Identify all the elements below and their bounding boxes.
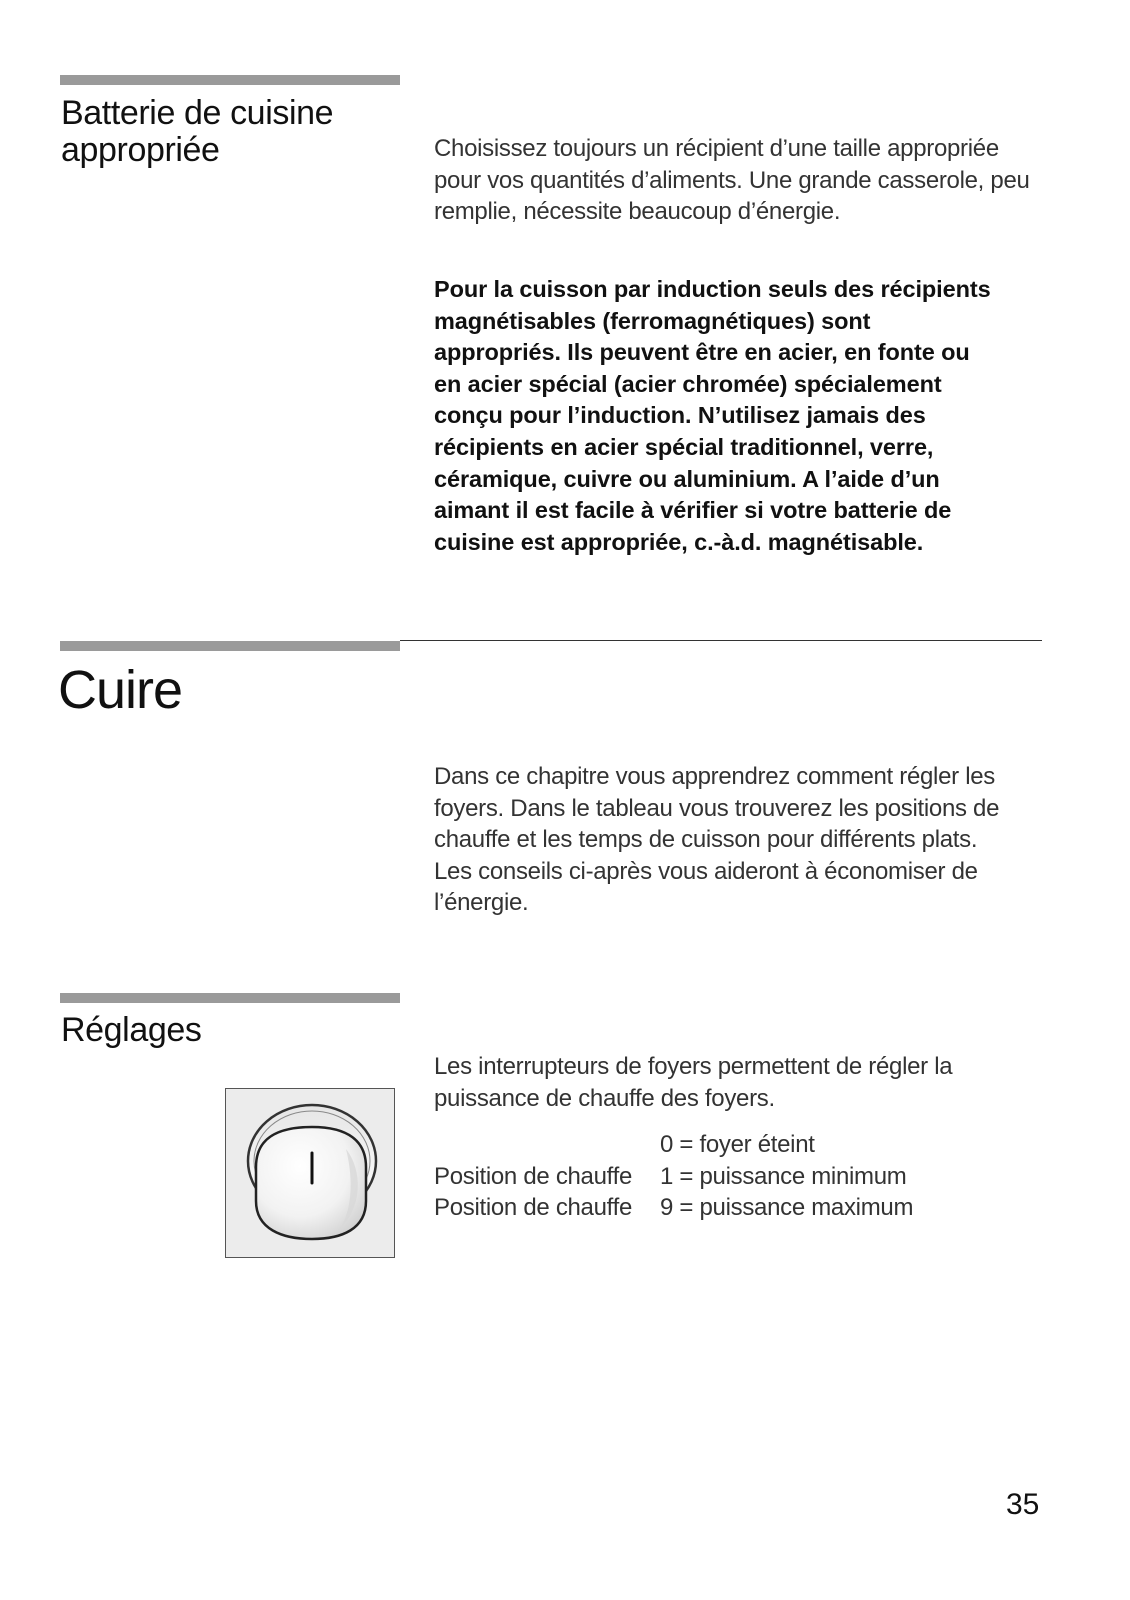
heat-setting-label [434,1129,660,1161]
heat-setting-value: 0 = foyer éteint [660,1131,815,1158]
warning-line: magnétisables (ferromagnétiques) sont [434,307,871,334]
warning-line: récipients en acier spécial traditionnel, verre, [434,433,934,460]
warning-line: en acier spécial (acier chromée) spécialement [434,370,942,397]
cookware-paragraph: Choisissez toujours un récipient d’une taille appropriée pour vos quantités d’aliments. Une grande casserole, peu remplie, nécessite beaucoup d’énergie. [434,135,1030,226]
heat-setting-value: 9 = puissance maximum [660,1194,914,1222]
section-divider-cookware [60,75,400,85]
paragraph-line: Dans ce chapitre vous apprendrez comment régler les [434,763,995,790]
heat-setting-label: Position de chauffe [434,1162,633,1190]
warning-line: céramique, cuivre ou aluminium. A l’aide d’un [434,465,940,492]
paragraph-line: foyers. Dans le tableau vous trouverez les positions de [434,794,1000,822]
paragraph-line: chauffe et les temps de cuisson pour différents plats. [434,826,978,854]
heat-setting-row [434,1192,913,1224]
heat-setting-label: Position de chauffe [434,1194,633,1222]
heat-setting-row [434,1161,913,1193]
control-knob-illustration [225,1088,395,1258]
chapter-title-cuire: Cuire [58,660,183,720]
warning-line: cuisine est appropriée, c.-à.d. magnétisable. [434,528,924,555]
paragraph-line: l’énergie. [434,889,529,917]
warning-line: Pour la cuisson par induction seuls des récipients [434,276,991,302]
control-knob-icon [226,1089,393,1256]
warning-line: conçu pour l’induction. N’utilisez jamais des [434,402,926,429]
chapter-divider-line [400,640,1042,641]
warning-line: appropriés. Ils peuvent être en acier, en fonte ou [434,339,970,366]
section-title-cookware [61,95,333,169]
heat-settings-list [434,1129,913,1224]
reglages-paragraph [434,1051,1054,1114]
section-title-line2: appropriée [61,131,220,169]
cuire-intro-paragraph [434,761,1054,919]
heat-setting-value: 1 = puissance minimum [660,1162,907,1190]
section-title-reglages: Réglages [61,1011,202,1049]
heat-setting-row [434,1129,913,1161]
paragraph-line: puissance de chauffe des foyers. [434,1084,775,1112]
chapter-divider-cuire [60,641,400,651]
page-number: 35 [1006,1488,1040,1521]
section-title-line1: Batterie de cuisine [61,94,334,132]
induction-warning-paragraph [434,274,1054,558]
section-divider-reglages [60,993,400,1003]
warning-line: aimant il est facile à vérifier si votre batterie de [434,497,952,524]
paragraph-line: Les interrupteurs de foyers permettent de régler la [434,1053,953,1080]
paragraph-line: Les conseils ci-après vous aideront à économiser de [434,857,978,885]
